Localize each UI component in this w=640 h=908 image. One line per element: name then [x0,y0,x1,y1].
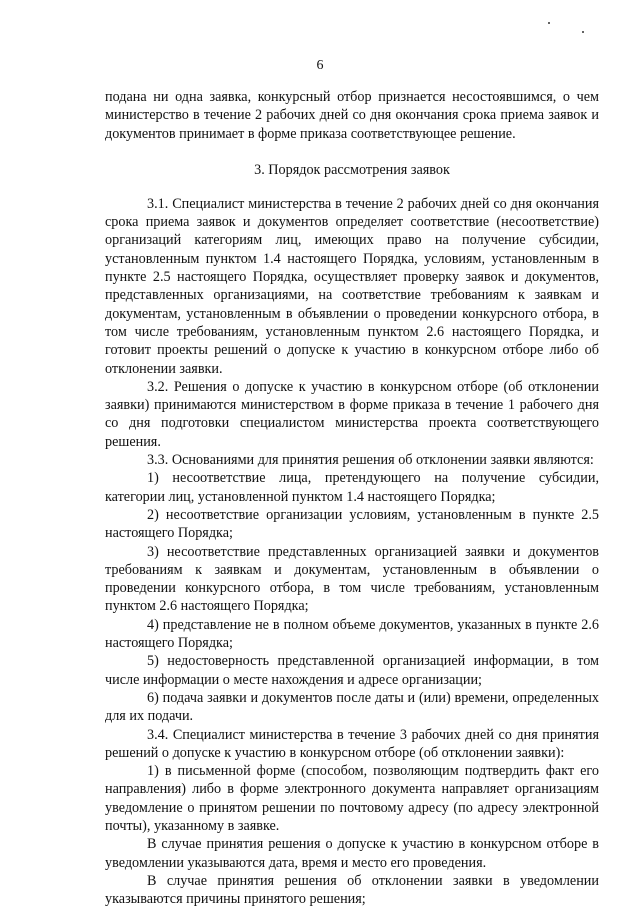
paragraph: 3.4. Специалист министерства в течение 3 рабочих дней со дня принятия решений о допуске к участию в конкурсном отборе (об отклонении заявки): [105,726,599,761]
paragraph: 3.2. Решения о допуске к участию в конкурсном отборе (об отклонении заявки) принимаются министерством в форме приказа в течение 1 рабочего дня со дня подготовки специалистом министерства проекта соответствующего решения. [105,378,599,450]
section-title: 3. Порядок рассмотрения заявок [254,161,450,178]
paragraph: 3.3. Основаниями для принятия решения об отклонении заявки являются: [147,452,594,469]
speck [582,31,584,33]
paragraph: В случае принятия решения о допуске к участию в конкурсном отборе в уведомлении указываются дата, время и место его проведения. [105,836,599,871]
list-item: 1) несоответствие лица, претендующего на получение субсидии, категории лиц, установленной пунктом 1.4 настоящего Порядка; [105,470,599,505]
page-number: 6 [316,58,324,73]
paragraph: В случае принятия решения об отклонении заявки в уведомлении указываются причины принятого решения; [105,872,599,908]
list-item: 4) представление не в полном объеме документов, указанных в пункте 2.6 настоящего Порядка; [105,616,599,652]
list-item: 5) недостоверность представленной организацией информации, в том числе информации о месте нахождения и адресе организации; [105,653,599,688]
list-item: 6) подача заявки и документов после даты и (или) времени, определенных для их подачи. [105,689,599,725]
paragraph: 3.1. Специалист министерства в течение 2 рабочих дней со дня окончания срока приема заявок и документов определяет соответствие (несоответствие) организаций категориям лиц, имеющих право на получение субсидии, установленным пунктом 1.4 настоящего Порядка, условиям, установленным в пункте 2.5 настоящего Порядка, осуществляет проверку заявок и документов, представленных организациями, на соответствие требованиям к заявкам и документам, установленным в объявлении о проведении конкурсного отбора, в том числе требованиям, установленным пунктом 2.6 настоящего Порядка, и готовит проекты решений о допуске к участию в конкурсном отборе либо об отклонении заявки. [105,195,599,377]
intro-paragraph: подана ни одна заявка, конкурсный отбор признается несостоявшимся, о чем министерство в течение 2 рабочих дней со дня окончания срока приема заявок и документов принимает в форме приказа соответствующее решение. [105,89,599,142]
list-item: 2) несоответствие организации условиям, установленным в пункте 2.5 настоящего Порядка; [105,506,599,542]
speck [548,22,550,24]
list-item: 3) несоответствие представленных организацией заявки и документов требованиям к заявкам и документам, установленным в объявлении о проведении конкурсного отбора, в том числе требованиям, установленным пунктом 2.6 настоящего Порядка; [105,543,599,615]
list-item: 1) в письменной форме (способом, позволяющим подтвердить факт его направления) либо в форме электронного документа направляет организациям уведомление о принятом решении по почтовому адресу (по адресу электронной почты), указанному в заявке. [105,763,599,834]
document-body [105,88,599,908]
scan-specks [0,0,640,40]
